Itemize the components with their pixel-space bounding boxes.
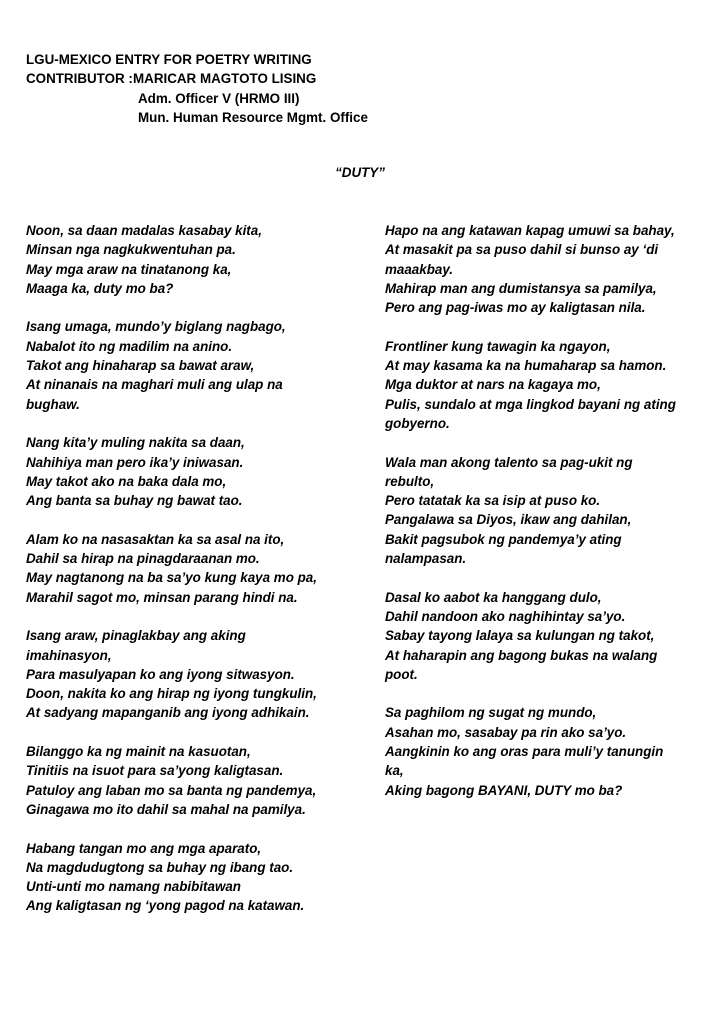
poem-line: May nagtanong na ba sa’yo kung kaya mo pa, xyxy=(26,570,317,586)
poem-line: Nang kita’y muling nakita sa daan, xyxy=(26,435,245,451)
poem-line: maaakbay. xyxy=(385,261,453,277)
poem-stanza xyxy=(385,453,691,569)
poem-line: Pangalawa sa Diyos, ikaw ang dahilan, xyxy=(385,512,632,528)
contributor-name: MARICAR MAGTOTO LISING xyxy=(133,71,317,87)
poem-line: Pulis, sundalo at mga lingkod bayani ng ating xyxy=(385,396,676,412)
poem-stanza xyxy=(26,742,346,819)
poem-line: Dahil nandoon ako naghihintay sa’yo. xyxy=(385,608,626,624)
contributor-office: Mun. Human Resource Mgmt. Office xyxy=(138,109,368,125)
poem-line: gobyerno. xyxy=(385,415,450,431)
poem-line: Ang banta sa buhay ng bawat tao. xyxy=(26,493,243,509)
poem-stanza xyxy=(26,626,346,722)
poem-line: Noon, sa daan madalas kasabay kita, xyxy=(26,223,262,238)
poem-line: Bakit pagsubok ng pandemya’y ating xyxy=(385,531,622,547)
poem-line: Nabalot ito ng madilim na anino. xyxy=(26,338,233,354)
poem-line: Sabay tayong lalaya sa kulungan ng takot, xyxy=(385,628,655,644)
poem-line: Isang umaga, mundo’y biglang nagbago, xyxy=(26,319,286,335)
poem-line: At ninanais na maghari muli ang ulap na xyxy=(26,377,283,393)
poem-stanza xyxy=(385,588,691,684)
contributor-position: Adm. Officer V (HRMO III) xyxy=(138,90,300,106)
poem-line: Ginagawa mo ito dahil sa mahal na pamilya. xyxy=(26,801,306,817)
poem-line: Dahil sa hirap na pinagdaraanan mo. xyxy=(26,551,260,567)
poem-line: poot. xyxy=(385,666,418,682)
poem-stanza xyxy=(26,839,346,916)
poem-line: Marahil sagot mo, minsan parang hindi na. xyxy=(26,589,298,605)
poem-line: Minsan nga nagkukwentuhan pa. xyxy=(26,242,236,258)
poem-line: Pero ang pag-iwas mo ay kaligtasan nila. xyxy=(385,300,646,316)
poem-stanza xyxy=(385,221,691,317)
poem-line: Takot ang hinaharap sa bawat araw, xyxy=(26,358,255,374)
poem-line: Wala man akong talento sa pag-ukit ng xyxy=(385,454,633,470)
poem-line: imahinasyon, xyxy=(26,647,112,663)
poem-stanza xyxy=(385,703,691,799)
poem-line: Hapo na ang katawan kapag umuwi sa bahay, xyxy=(385,223,675,238)
poem-right-column xyxy=(385,221,691,819)
poem-line: At masakit pa sa puso dahil si bunso ay ‘di xyxy=(385,242,659,258)
poem-line: Bilanggo ka ng mainit na kasuotan, xyxy=(26,744,251,760)
poem-line: Habang tangan mo ang mga aparato, xyxy=(26,840,262,856)
poem-line: May takot ako na baka dala mo, xyxy=(26,473,227,489)
poem-line: nalampasan. xyxy=(385,551,467,567)
poem-line: Aangkinin ko ang oras para muli’y tanungin xyxy=(385,744,664,760)
poem-line: Patuloy ang laban mo sa banta ng pandemya, xyxy=(26,782,317,798)
poem-line: Unti-unti mo namang nabibitawan xyxy=(26,879,241,895)
entry-line: LGU-MEXICO ENTRY FOR POETRY WRITING xyxy=(26,52,312,67)
poem-line: At sadyang mapanganib ang iyong adhikain. xyxy=(26,705,310,721)
poem-line: Aking bagong BAYANI, DUTY mo ba? xyxy=(385,782,623,798)
poem-line: rebulto, xyxy=(385,473,435,489)
poem-line: Pero tatatak ka sa isip at puso ko. xyxy=(385,493,601,509)
contributor-line xyxy=(26,69,368,88)
poem-line: Na magdudugtong sa buhay ng ibang tao. xyxy=(26,859,294,875)
poem-line: Alam ko na nasasaktan ka sa asal na ito, xyxy=(26,531,285,547)
poem-line: At may kasama ka na humaharap sa hamon. xyxy=(385,358,667,374)
poem-line: Isang araw, pinaglakbay ang aking xyxy=(26,628,246,644)
poem-line: Tinitiis na isuot para sa’yong kaligtasan. xyxy=(26,763,284,779)
poem-left-column xyxy=(26,221,346,935)
poem-line: Doon, nakita ko ang hirap ng iyong tungkulin, xyxy=(26,686,317,702)
poem-line: Mahirap man ang dumistansya sa pamilya, xyxy=(385,280,657,296)
poem-stanza xyxy=(26,530,346,607)
poem-line: May mga araw na tinatanong ka, xyxy=(26,261,232,277)
poem-line: Mga duktor at nars na kagaya mo, xyxy=(385,377,601,393)
poem-line: Frontliner kung tawagin ka ngayon, xyxy=(385,338,611,354)
document-header xyxy=(26,50,368,127)
poem-line: Nahihiya man pero ika’y iniwasan. xyxy=(26,454,244,470)
poem-line: Ang kaligtasan ng ‘yong pagod na katawan. xyxy=(26,898,305,914)
poem-title: “DUTY” xyxy=(335,165,385,180)
poem-line: Asahan mo, sasabay pa rin ako sa’yo. xyxy=(385,724,627,740)
poem-line: bughaw. xyxy=(26,396,80,412)
poem-line: At haharapin ang bagong bukas na walang xyxy=(385,647,658,663)
poem-line: Para masulyapan ko ang iyong sitwasyon. xyxy=(26,666,295,682)
contributor-label: CONTRIBUTOR : xyxy=(26,71,133,87)
poem-stanza xyxy=(385,337,691,433)
poem-line: Maaga ka, duty mo ba? xyxy=(26,280,174,296)
poem-stanza xyxy=(26,221,346,298)
poem-line: Dasal ko aabot ka hanggang dulo, xyxy=(385,589,602,605)
poem-stanza xyxy=(26,317,346,413)
poem-line: ka, xyxy=(385,763,404,779)
poem-stanza xyxy=(26,433,346,510)
poem-line: Sa paghilom ng sugat ng mundo, xyxy=(385,705,597,721)
